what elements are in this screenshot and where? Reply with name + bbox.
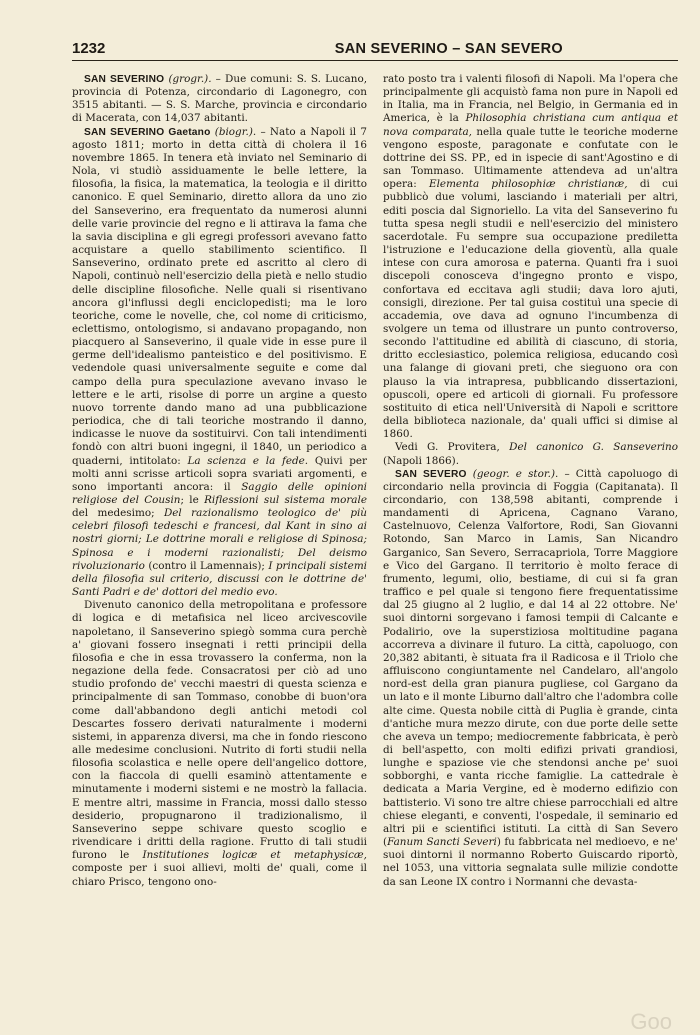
entry-body: ; le: [180, 494, 205, 506]
entry-san-severo: [383, 468, 678, 889]
note-text: (Napoli 1866).: [383, 454, 459, 467]
entry-san-severino-geogr: [72, 73, 367, 126]
entry-body: (contro il Lamennais);: [144, 559, 269, 572]
work-title: Del canonico G. Sanseverino: [509, 441, 678, 454]
entry-tag: (grogr.).: [168, 73, 212, 85]
entry-body: – Nato a Napoli il 7 agosto 1811; morto in detta città di cholera il 16 novembre 1865. In tenera età inviato nel Seminario di Nola, vi studiò assiduamente le belle lettere, la filosofia, la fisica, la matematica, la teologia e il diritto canonico. E quel Seminario, diretto allora da uno zio del Sanseverino, era frequentato da numerosi alunni delle varie provincie del regno e li attirava la fama che la savia disciplina e gli egregi professori avevano fatto acquistare a quello stabilimento scientifico. Il Sanseverino, ordinato prete ed ascritto al clero di Napoli, continuò nell'esercizio della pietà e nello studio delle discipline filosofiche. Nelle quali si risentivano ancora gl'influssi degli enciclopedisti; ma le loro teoriche, come le novelle, che, col nome di criticismo, eclettismo, ontologismo, si andavano propagando, non piacquero al Sanseverino, il quale vide in esse pure il germe dell'idealismo panteistico e del positivismo. E vedendole quasi universalmente seguite e come dal campo della pura speculazione avevano invaso le lettere e le arti, risolse di porre un argine a questo nuovo torrente dando mano ad una pubblicazione periodica, che di tali teoriche mostrando il danno, indicasse le nuove da sostituirvi. Con tali intendimenti fondò con altri buoni ingegni, il 1840, un periodico a quaderni, intitolato:: [72, 125, 367, 467]
running-title: SAN SEVERINO – SAN SEVERO: [334, 41, 563, 57]
paragraph-continued: [383, 73, 678, 441]
work-title: Elementa philosophiæ christianæ,: [429, 178, 628, 191]
paragraph-body: composte per i suoi allievi, molti de' quali, come il chiaro Prisco, tengono ono-: [72, 862, 367, 888]
work-title: Institutiones logicæ et metaphysicæ,: [142, 849, 367, 862]
work-title: I principali sistemi della filosofia sul criterio, discussi con le dottrine de' Santi Padri e de' dottori del medio evo.: [72, 559, 367, 599]
page-header: [72, 40, 678, 61]
work-title: Del razionalismo teologico de' più celebri filosofi tedeschi e francesi, dal Kant in sino ai nostri giorni; Le dottrine morali e religiose di Spinosa; Spinosa e i moderni razionalisti; Del deismo rivoluzionario: [72, 507, 367, 572]
page-number: 1232: [72, 40, 106, 57]
entry-body: ) fu fabbricata nel medioevo, e ne' suoi dintorni il normanno Roberto Guiscardo riportò, nel 1053, una vittoria segnalata sulle milizie condotte da san Leone IX contro i Normanni che devasta-: [383, 836, 678, 888]
work-title: Saggio delle opinioni religiose del Cousin: [72, 480, 367, 506]
work-title: Riflessioni sul sistema morale: [204, 494, 367, 506]
work-title: La scienza e la fede.: [187, 454, 309, 467]
entry-tag: (geogr. e stor.).: [472, 467, 559, 480]
paragraph-body: rato posto tra i valenti filosofi di Napoli. Ma l'opera che principalmente gli acquistò fama non pure in Napoli ed in Italia, ma in Francia, nel Belgio, in Germania ed in America, è la: [383, 73, 678, 125]
entry-body: del medesimo;: [72, 507, 164, 520]
text-columns: [72, 73, 678, 889]
work-title: Philosophia christiana cum antiqua et nova comparata,: [383, 112, 678, 138]
paragraph-body: Divenuto canonico della metropolitana e professore di logica e di metafisica nel liceo arcivescovile napoletano, il Sanseverino spiegò somma cura perchè a' giovani fossero insegnati i retti principii della filosofia e che in essa trovassero la conferma, non la negazione della fede. Consacratosi per ciò ad uno studio profondo de' vecchi maestri di questa scienza e principalmente di san Tommaso, conobbe di buon'ora come dall'abbandono degli antichi metodi col Descartes fossero derivati naturalmente i moderni sistemi, in apparenza diversi, ma che in fondo riescono alle medesime conclusioni. Nutrito di forti studii nella filosofia scolastica e nelle opere dell'angelico dottore, con la fiaccola di quelli esaminò attentamente e minutamente i moderni sistemi e ne mostrò la fallacia. E mentre altri, massime in Francia, mossi dallo stesso desiderio, propugnarono il tradizionalismo, il Sanseverino seppe schivare questo scoglio e rivendicare i dritti della ragione. Frutto di tali studii furono le: [72, 599, 367, 862]
bibliography-note: [383, 441, 678, 467]
left-column: [72, 73, 367, 889]
note-text: Vedi G. Provitera,: [395, 441, 510, 454]
headword: SAN SEVERINO Gaetano: [84, 126, 211, 138]
entry-body: – Due comuni: S. S. Lucano, provincia di Potenza, circondario di Lagonegro, con 3515 abitanti. — S. S. Marche, provincia e circondario di Macerata, con 14,037 abitanti.: [72, 73, 367, 125]
entry-body: – Città capoluogo di circondario nella provincia di Foggia (Capitanata). Il circondario, con 138,598 abitanti, comprende i mandamenti di Apricena, Cagnano Varano, Castelnuovo, Celenza Valfortore, Rodi, San Giovanni Rotondo, San Marco in Lamis, San Nicandro Garganico, San Severo, Serracapriola, Torre Maggiore e Vico del Gargano. Il territorio è molto ferace di frumento, legumi, olio, bestiame, di cui si fa gran traffico e pel quale si tengono fiere frequentatissime dal 25 giugno al 2 luglio, e dal 14 al 22 ottobre. Ne' suoi dintorni sorgevano i famosi tempii di Calcante e Podalirio, ove la superstiziosa moltitudine pagana accorreva a divinare il futuro. La città, capoluogo, con 20,382 abitanti, è situata fra il Radicosa e il Triolo che affluiscono congiuntamente nel Candelaro, all'angolo nord-est della gran pianura pugliese, col Gargano da un lato e il monte Liburno dall'altro che l'adombra colle alte cime. Questa nobile città di Puglia è grande, cinta d'antiche mura mezzo dirute, con due porte delle sette che aveva un tempo; mediocremente fabbricata, è però di bell'aspetto, con molti edifizi privati grandiosi, lunghe e spaziose vie che stendonsi anche pe' suoi sobborghi, e vanta ricche famiglie. La cattedrale è dedicata a Maria Vergine, ed è moderno edifizio con battisterio. Vi sono tre altre chiese parrocchiali ed altre chiese eleganti, e conventi, l'ospedale, il seminario ed altri pii e scientifici istituti. La città di San Severo (: [383, 467, 678, 849]
entry-body: Quivi per molti anni scrisse articoli sopra svariati argomenti, e sono importanti ancora: il: [72, 454, 368, 493]
entry-tag: (biogr.).: [214, 125, 257, 138]
paragraph-body: di cui pubblicò due volumi, lasciando i materiali per altri, editi poscia dal Signoriello. La vita del Sanseverino fu tutta spesa negli studii e nell'esercizio del ministero sacerdotale. Fu sempre sua occupazione prediletta l'istruzione e l'educazione della gioventù, alla quale intese con cura amorosa e paterna. Quanti fra i suoi discepoli conosceva d'ingegno pronto e vispo, confortava ed eccitava agli studii; dava loro ajuti, consigli, direzione. Per tal guisa costituì una specie di accademia, ove dava ad ognuno l'incumbenza di svolgere un tema od illustrare un punto controverso, secondo l'attitudine ed abilità di ciascuno, di storia, dritto ecclesiastico, polemica religiosa, educando così una falange di giovani preti, che sieguono ora con plauso la via intrapresa, pubblicando dissertazioni, opuscoli, opere ed articoli di giornali. Fu professore sostituito di etica nell'Università di Napoli e scrittore della biblioteca nazionale, da' quali uffici si dimise al 1860.: [383, 178, 678, 441]
entry-san-severino-biogr: [72, 126, 367, 600]
work-title: Fanum Sancti Severi: [387, 836, 497, 849]
headword: SAN SEVERO: [395, 468, 467, 480]
headword: SAN SEVERINO: [84, 74, 165, 85]
paragraph-body: nella quale tutte le teoriche moderne vengono esposte, paragonate e confutate con le dottrine dei SS. PP., ed in ispecie di sant'Agostino e di san Tommaso. Ultimamente attendeva ad un'altra opera:: [383, 125, 678, 191]
watermark-logo: Goo: [630, 1009, 672, 1034]
right-column: [383, 73, 678, 889]
paragraph: [72, 599, 367, 888]
